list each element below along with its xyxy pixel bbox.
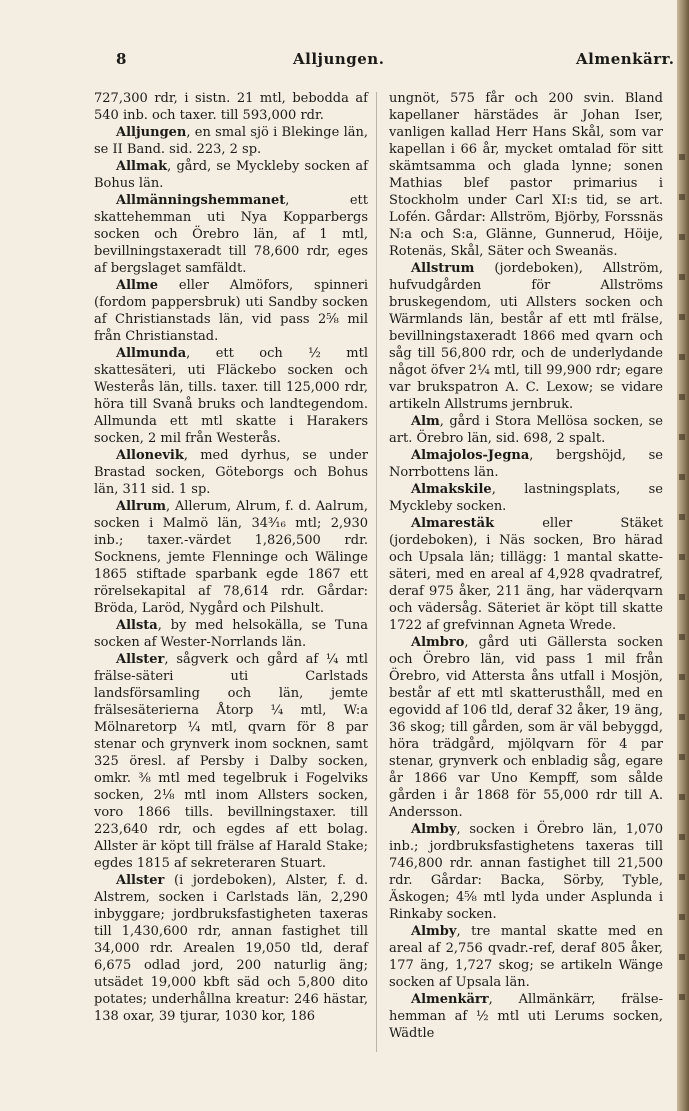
running-head-right: Almenkärr. <box>576 50 675 68</box>
entry-text: , ett skattehemman uti Nya Kopparbergs socken och Örebro län, af 1 mtl, bevillningstaxeradt till 78,600 rdr, eges af bergslaget samfäldt. <box>94 193 368 276</box>
dictionary-entry <box>94 124 368 158</box>
entry-text: , sågverk och gård af ¼ mtl frälse-säteri uti Carlstads landsförsamling och län, jemte frälsesäterierna Åtorp ¼ mtl, W:a Mölnaretorp ¼ mtl, qvarn för 8 par stenar och grynverk inom socknen, samt 325 öresl. af Persby i Dalby socken, omkr. ⅜ mtl med tegelbruk i Fogelviks socken, 2⅛ mtl inom Allsters socken, voro 1866 tills. bevillningstaxer. till 223,640 rdr, och egdes af ett bolag. Allster är köpt till frälse af Harald Stake; egdes 1815 af sekreteraren Stuart. <box>94 652 368 871</box>
entry-text: , Allmänkärr, frälse-hemman af ½ mtl uti Lerums socken, Wädtle <box>389 992 663 1041</box>
dictionary-entry <box>389 923 663 991</box>
dictionary-entry <box>94 447 368 498</box>
entry-headword: Allmak <box>116 159 168 174</box>
entry-text: , tre mantal skatte med en areal af 2,756 qvadr.-ref, deraf 805 åker, 177 äng, 1,727 skog; se artikeln Wänge socken af Upsala län. <box>389 924 663 990</box>
entry-text: eller Stäket (jordeboken), i Näs socken, Bro härad och Upsala län; tillägg: 1 mantal skatte-säteri, med en areal af 4,928 qvadratref, deraf 975 åker, 211 äng, har väderqvarn och vädersåg. Säteriet är köpt till skatte 1722 af grefvinnan Agneta Wrede. <box>389 516 663 633</box>
left-column <box>94 90 368 1025</box>
entry-headword: Allster <box>116 873 165 888</box>
entry-text: , gård i Stora Mellösa socken, se art. Örebro län, sid. 698, 2 spalt. <box>389 414 663 446</box>
entry-headword: Allmänningshemmanet <box>116 193 286 208</box>
dictionary-entry <box>389 481 663 515</box>
dictionary-entry <box>389 413 663 447</box>
entry-headword: Almajolos-Jegna <box>411 448 530 463</box>
entry-headword: Almenkärr <box>411 992 489 1007</box>
entry-headword: Allmunda <box>116 346 187 361</box>
dictionary-entry <box>389 515 663 634</box>
entry-headword: Alljungen <box>116 125 187 140</box>
entry-text: , gård uti Gällersta socken och Örebro län, vid pass 1 mil från Örebro, vid Attersta åns utfall i Mosjön, består af ett mtl skatterusthåll, med en egovidd af 106 tld, deraf 32 åker, 19 äng, 36 skog; till gården, som är väl bebyggd, höra trädgård, mjölqvarn för 4 par stenar, grynverk och enbladig såg, egare år 1866 var Uno Kempff, som sålde gården i år 1868 för 55,000 rdr till A. Andersson. <box>389 635 663 820</box>
dictionary-entry <box>389 90 663 260</box>
dictionary-entry <box>94 277 368 345</box>
entry-headword: Allrum <box>116 499 167 514</box>
entry-headword: Almarestäk <box>411 516 495 531</box>
entry-text: , Allerum, Alrum, f. d. Aalrum, socken i Malmö län, 34³⁄₁₆ mtl; 2,930 inb.; taxer.-värdet 1,826,500 rdr. Socknens, jemte Flenninge och Wälinge 1865 stiftade sparbank egde 1867 ett rörelsekapital af 78,614 rdr. Gårdar: Bröda, Laröd, Nygård och Pilshult. <box>94 499 368 616</box>
entry-headword: Almby <box>411 924 457 939</box>
entry-text: , bergshöjd, se Norrbottens län. <box>389 448 663 480</box>
entry-text: , ett och ½ mtl skattesäteri, uti Fläckebo socken och Westerås län, tills. taxer. till 125,000 rdr, höra till Svanå bruks och landtegendom. Allmunda ett mtl skatte i Harakers socken, 2 mil från Westerås. <box>94 346 368 446</box>
entry-text: ungnöt, 575 får och 200 svin. Bland kapellaner härstädes är Johan Iser, vanligen kallad Herr Hans Skål, som var kapellan i 66 år, mycket omtalad för sitt skämtsamma och glada lynne; sonen Mathias blef pastor primarius i Stockholm under Carl XI:s tid, se art. Lofén. Gårdar: Allström, Björby, Forssnäs N:a och S:a, Glänne, Gunnerud, Höije, Rotenäs, Skål, Säter och Sweanäs. <box>389 91 663 259</box>
dictionary-entry <box>94 617 368 651</box>
entry-headword: Allster <box>116 652 165 667</box>
entry-headword: Almbro <box>411 635 465 650</box>
entry-headword: Allme <box>116 278 158 293</box>
column-divider <box>376 92 377 1052</box>
entry-text: (jordeboken), Allström, hufvudgården för Allströms bruskegendom, uti Allsters socken och Wärmlands län, består af ett mtl frälse, bevillningstaxeradt 1866 med qvarn och såg till 56,800 rdr, och de underlydande något öfver 2¼ mtl, till 99,900 rdr; egare var brukspatron A. C. Lexow; se vidare artikeln Allstrums jernbruk. <box>389 261 663 412</box>
entry-text: , en smal sjö i Blekinge län, se II Band. sid. 223, 2 sp. <box>94 125 368 157</box>
dictionary-entry <box>94 872 368 1025</box>
dictionary-entry <box>389 991 663 1042</box>
page-header <box>88 50 684 78</box>
entry-headword: Allstrum <box>411 261 475 276</box>
entry-text: , socken i Örebro län, 1,070 inb.; jordbruksfastighetens taxeras till 746,800 rdr. annan fastighet till 21,500 rdr. Gårdar: Backa, Sörby, Tyble, Äskogen; 4⅝ mtl lyda under Asplunda i Rinkaby socken. <box>389 822 663 922</box>
right-column <box>389 90 663 1042</box>
dictionary-entry <box>94 90 368 124</box>
dictionary-entry <box>94 192 368 277</box>
dictionary-entry <box>389 260 663 413</box>
dictionary-entry <box>389 821 663 923</box>
dictionary-entry <box>94 158 368 192</box>
dictionary-entry <box>389 447 663 481</box>
dictionary-entry <box>94 651 368 872</box>
entry-text: , by med helsokälla, se Tuna socken af Wester-Norrlands län. <box>94 618 368 650</box>
entry-text: 727,300 rdr, i sistn. 21 mtl, bebodda af 540 inb. och taxer. till 593,000 rdr. <box>94 91 368 123</box>
dictionary-entry <box>94 498 368 617</box>
entry-text: (i jordeboken), Alster, f. d. Alstrem, socken i Carlstads län, 2,290 inbyggare; jordbruksfastigheten taxeras till 1,430,600 rdr, annan fastighet till 34,000 rdr. Arealen 19,050 tld, deraf 6,675 odlad jord, 200 naturlig äng; utsädet 19,000 kbft säd och 5,800 dito potates; underhållna kreatur: 246 hästar, 138 oxar, 39 tjurar, 1030 kor, 186 <box>94 873 368 1024</box>
entry-text: , lastningsplats, se Myckleby socken. <box>389 482 663 514</box>
entry-text: , gård, se Myckleby socken af Bohus län. <box>94 159 368 191</box>
entry-headword: Almby <box>411 822 457 837</box>
dictionary-entry <box>389 634 663 821</box>
entry-text: , med dyrhus, se under Brastad socken, Göteborgs och Bohus län, 311 sid. 1 sp. <box>94 448 368 497</box>
entry-headword: Alm <box>411 414 440 429</box>
entry-text: eller Almöfors, spinneri (fordom pappersbruk) uti Sandby socken af Christianstads län, vid pass 2⅝ mil från Christianstad. <box>94 278 368 344</box>
thumb-index-marks <box>679 120 685 1020</box>
running-head-left: Alljungen. <box>293 50 385 68</box>
dictionary-entry <box>94 345 368 447</box>
entry-headword: Almakskile <box>411 482 492 497</box>
page-number: 8 <box>116 50 127 68</box>
entry-headword: Allsta <box>116 618 158 633</box>
entry-headword: Allonevik <box>116 448 184 463</box>
